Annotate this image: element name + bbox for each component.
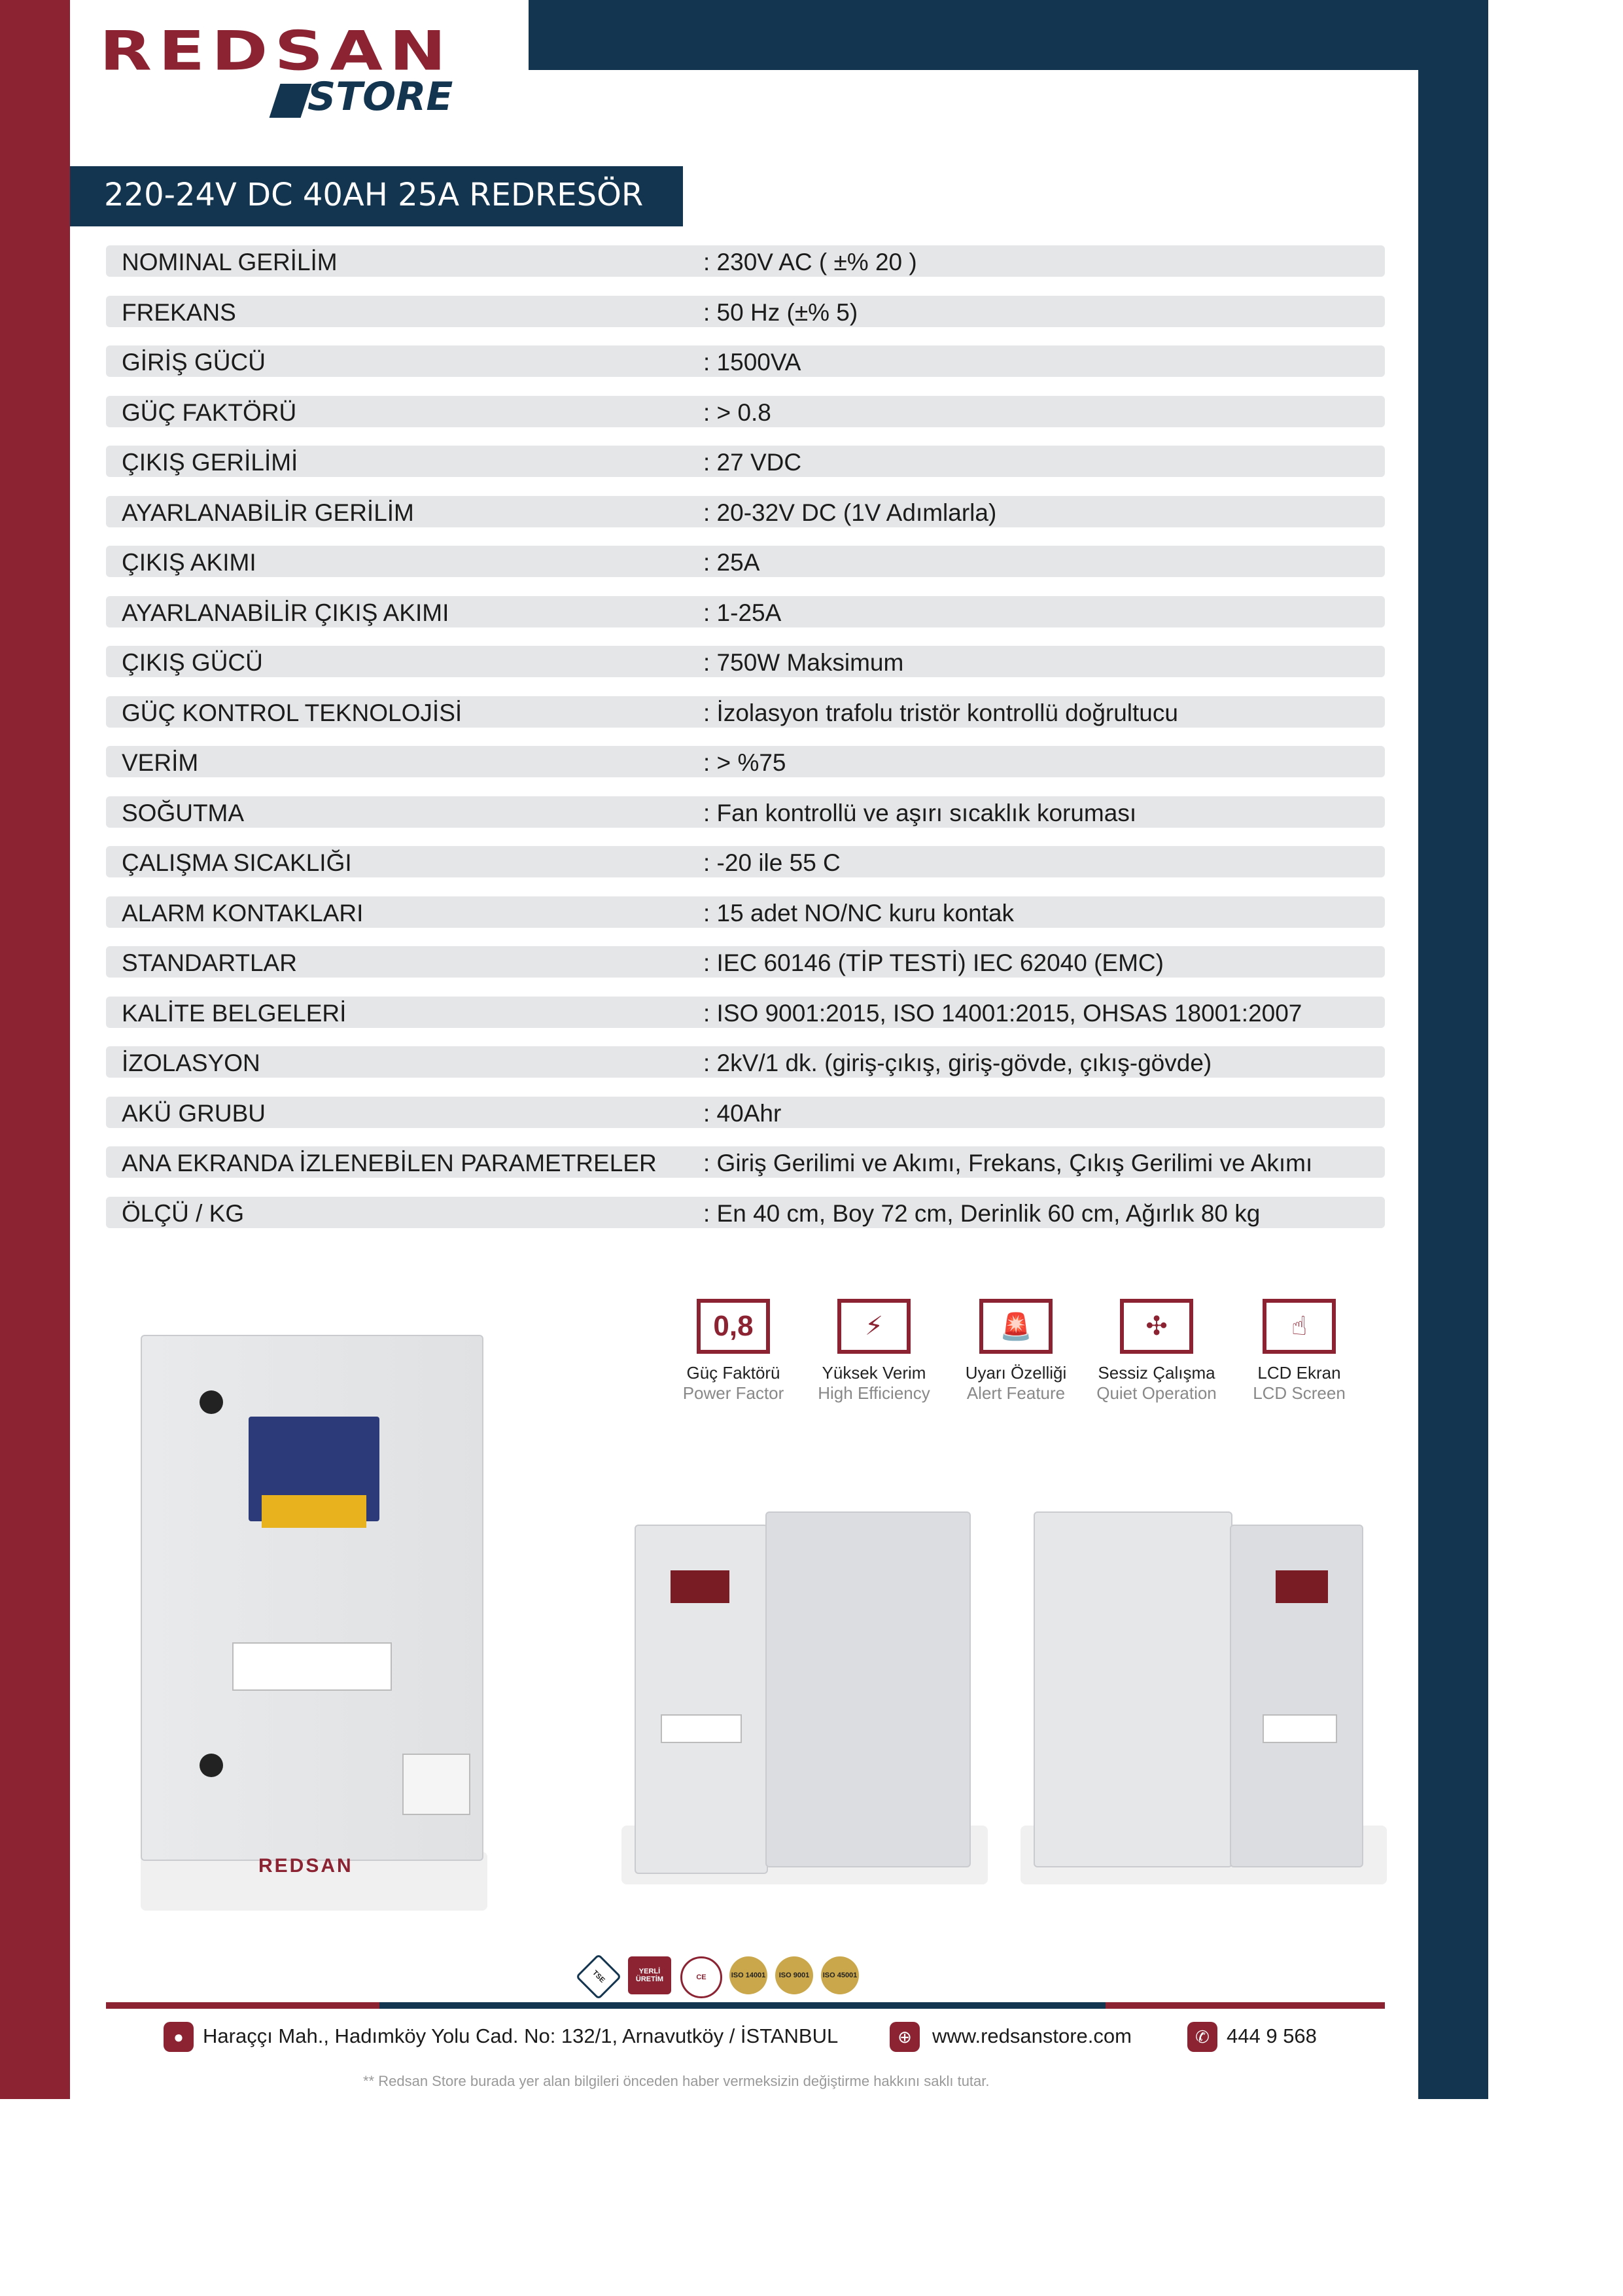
spec-row bbox=[106, 796, 1385, 828]
product-image-angle-left bbox=[621, 1498, 988, 1898]
led-display bbox=[1276, 1570, 1328, 1603]
spec-value: : 50 Hz (±% 5) bbox=[703, 298, 858, 326]
spec-row bbox=[106, 696, 1385, 728]
spec-row bbox=[106, 1097, 1385, 1128]
spec-value: : İzolasyon trafolu tristör kontrollü doğrultucu bbox=[703, 699, 1178, 726]
spec-value: : IEC 60146 (TİP TESTİ) IEC 62040 (EMC) bbox=[703, 949, 1164, 976]
spec-label: AYARLANABİLİR ÇIKIŞ AKIMI bbox=[122, 599, 449, 626]
spec-label: AYARLANABİLİR GERİLİM bbox=[122, 499, 414, 526]
spec-value: : 20-32V DC (1V Adımlarla) bbox=[703, 499, 997, 526]
cert-logo: YERLİ ÜRETİM bbox=[628, 1956, 671, 1994]
product-image-front bbox=[141, 1302, 487, 1911]
spec-label: GİRİŞ GÜCÜ bbox=[122, 349, 266, 376]
spec-value: : ISO 9001:2015, ISO 14001:2015, OHSAS 18001:2007 bbox=[703, 999, 1302, 1027]
spec-row bbox=[106, 245, 1385, 277]
feature-item bbox=[805, 1299, 943, 1404]
brand-logo-store: STORE bbox=[307, 74, 453, 120]
right-frame-band bbox=[1418, 0, 1488, 2099]
spec-row bbox=[106, 846, 1385, 877]
brand-logo-mark bbox=[270, 84, 312, 118]
spec-row bbox=[106, 496, 1385, 527]
spec-label: NOMINAL GERİLİM bbox=[122, 249, 338, 275]
spec-label: ÇIKIŞ AKIMI bbox=[122, 549, 256, 576]
spec-label: GÜÇ FAKTÖRÜ bbox=[122, 398, 297, 426]
spec-label: ALARM KONTAKLARI bbox=[122, 899, 364, 927]
feature-subtitle: Alert Feature bbox=[966, 1383, 1066, 1403]
footer-website[interactable]: www.redsanstore.com bbox=[932, 2024, 1132, 2047]
spec-row bbox=[106, 646, 1385, 677]
spec-label: GÜÇ KONTROL TEKNOLOJİSİ bbox=[122, 699, 462, 726]
spec-row bbox=[106, 1197, 1385, 1228]
spec-row bbox=[106, 446, 1385, 477]
led-display bbox=[671, 1570, 729, 1603]
cert-logo: ISO 14001 bbox=[729, 1956, 767, 1994]
spec-value: : 15 adet NO/NC kuru kontak bbox=[703, 899, 1015, 927]
spec-row bbox=[106, 345, 1385, 377]
spec-row bbox=[106, 296, 1385, 327]
spec-table bbox=[106, 245, 1385, 1246]
breaker-panel bbox=[232, 1642, 392, 1691]
cert-logo: ISO 45001 bbox=[821, 1956, 859, 1994]
touch-screen-icon: ☝ bbox=[1263, 1299, 1336, 1354]
feature-title: Yüksek Verim bbox=[822, 1363, 926, 1383]
spec-value: : Giriş Gerilimi ve Akımı, Frekans, Çıkış Gerilimi ve Akımı bbox=[703, 1150, 1313, 1176]
feature-subtitle: High Efficiency bbox=[818, 1383, 930, 1403]
alarm-icon: 🚨 bbox=[979, 1299, 1053, 1354]
spec-value: : En 40 cm, Boy 72 cm, Derinlik 60 cm, Ağırlık 80 kg bbox=[703, 1199, 1261, 1227]
left-frame-band bbox=[0, 0, 70, 2099]
footer-disclaimer: ** Redsan Store burada yer alan bilgileri önceden haber vermeksizin değiştirme hakkını saklı tutar. bbox=[363, 2073, 990, 2089]
phone-icon: ✆ bbox=[1187, 2022, 1217, 2052]
spec-row bbox=[106, 1046, 1385, 1078]
spec-row bbox=[106, 746, 1385, 777]
spec-value: : 750W Maksimum bbox=[703, 649, 904, 676]
globe-icon: ⊕ bbox=[890, 2022, 920, 2052]
feature-title: LCD Ekran bbox=[1257, 1363, 1341, 1383]
feature-title: Sessiz Çalışma bbox=[1098, 1363, 1215, 1383]
spec-row bbox=[106, 396, 1385, 427]
spec-value: : > %75 bbox=[703, 749, 786, 776]
spec-value: : 1500VA bbox=[703, 349, 801, 376]
power-factor-icon: 0,8 bbox=[697, 1299, 770, 1354]
spec-value: : 25A bbox=[703, 549, 760, 576]
spec-label: SOĞUTMA bbox=[122, 799, 245, 826]
footer-address: Haraççı Mah., Hadımköy Yolu Cad. No: 132/1, Arnavutköy / İSTANBUL bbox=[203, 2024, 839, 2047]
switch-knob bbox=[200, 1754, 223, 1777]
spec-label: ÇIKIŞ GÜCÜ bbox=[122, 649, 263, 676]
switch-knob bbox=[200, 1390, 223, 1414]
spec-row bbox=[106, 946, 1385, 978]
spec-label: STANDARTLAR bbox=[122, 949, 297, 976]
spec-label: ÖLÇÜ / KG bbox=[122, 1199, 245, 1227]
feature-item bbox=[665, 1299, 802, 1404]
spec-label: ÇIKIŞ GERİLİMİ bbox=[122, 449, 298, 476]
page-title: 220-24V DC 40AH 25A REDRESÖR bbox=[104, 177, 644, 213]
feature-item bbox=[1230, 1299, 1368, 1404]
spec-label: KALİTE BELGELERİ bbox=[122, 999, 347, 1027]
spec-value: : 1-25A bbox=[703, 599, 782, 626]
top-frame-band bbox=[529, 0, 1488, 70]
spec-value: : 27 VDC bbox=[703, 449, 802, 476]
high-efficiency-icon: ⚡ bbox=[837, 1299, 911, 1354]
breaker-panel bbox=[1263, 1714, 1337, 1743]
spec-label: FREKANS bbox=[122, 298, 236, 326]
footer-phone[interactable]: 444 9 568 bbox=[1227, 2024, 1317, 2047]
product-brand-label: REDSAN bbox=[258, 1855, 353, 1877]
feature-item bbox=[947, 1299, 1085, 1404]
footer-divider-accent bbox=[379, 2002, 1106, 2009]
title-banner bbox=[70, 166, 683, 226]
spec-row bbox=[106, 997, 1385, 1028]
spec-value: : Fan kontrollü ve aşırı sıcaklık koruması bbox=[703, 799, 1137, 826]
spec-label: VERİM bbox=[122, 749, 199, 776]
spec-label: İZOLASYON bbox=[122, 1050, 260, 1076]
location-pin-icon: ● bbox=[164, 2022, 194, 2052]
spec-label: AKÜ GRUBU bbox=[122, 1099, 266, 1127]
product-image-angle-right bbox=[1021, 1498, 1387, 1898]
breaker-panel bbox=[661, 1714, 742, 1743]
cert-logo: TSE bbox=[576, 1954, 622, 2000]
feature-title: Güç Faktörü bbox=[686, 1363, 780, 1383]
feature-subtitle: Power Factor bbox=[682, 1383, 784, 1403]
spec-row bbox=[106, 596, 1385, 627]
feature-subtitle: Quiet Operation bbox=[1096, 1383, 1217, 1403]
spec-value: : 40Ahr bbox=[703, 1099, 782, 1127]
cert-logo: CE bbox=[680, 1956, 722, 1998]
feature-item bbox=[1088, 1299, 1225, 1404]
spec-row bbox=[106, 896, 1385, 928]
feature-title: Uyarı Özelliği bbox=[965, 1363, 1067, 1383]
spec-value: : 2kV/1 dk. (giriş-çıkış, giriş-gövde, çıkış-gövde) bbox=[703, 1050, 1212, 1076]
spec-value: : 230V AC ( ±% 20 ) bbox=[703, 249, 917, 275]
fan-icon: ✣ bbox=[1120, 1299, 1193, 1354]
feature-subtitle: LCD Screen bbox=[1253, 1383, 1346, 1403]
spec-value: : -20 ile 55 C bbox=[703, 849, 841, 876]
warning-label bbox=[262, 1495, 366, 1528]
nameplate bbox=[402, 1754, 470, 1815]
spec-label: ÇALIŞMA SICAKLIĞI bbox=[122, 849, 352, 876]
spec-value: : > 0.8 bbox=[703, 398, 771, 426]
brand-logo: REDSAN bbox=[99, 18, 453, 83]
cert-logo: ISO 9001 bbox=[775, 1956, 813, 1994]
spec-row bbox=[106, 1146, 1385, 1178]
spec-label: ANA EKRANDA İZLENEBİLEN PARAMETRELER bbox=[122, 1150, 657, 1176]
spec-row bbox=[106, 546, 1385, 577]
